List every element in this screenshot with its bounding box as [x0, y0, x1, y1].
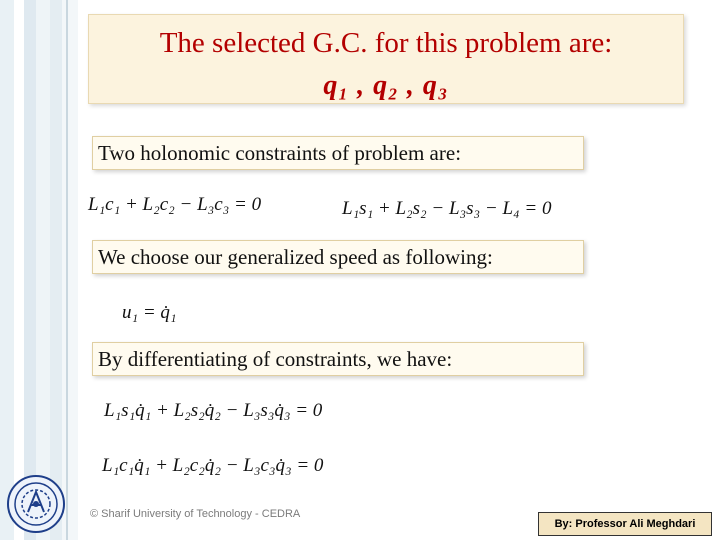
left-decorative-stripes: [0, 0, 78, 540]
slide-title: The selected G.C. for this problem are:: [159, 27, 613, 59]
generalized-coordinates: q₁ , q₂ , q₃: [323, 70, 449, 101]
note-constraints: Two holonomic constraints of problem are:: [92, 136, 584, 170]
title-box: [88, 14, 684, 104]
constraint-equation-2: L₁s₁ + L₂s₂ − L₃s₃ − L₄ = 0: [342, 198, 552, 219]
copyright-text: © Sharif University of Technology - CEDRA: [90, 508, 301, 520]
note-differentiating: By differentiating of constraints, we have:: [92, 342, 584, 376]
author-badge: By: Professor Ali Meghdari: [538, 512, 712, 536]
derivative-equation-1: L₁s₁q̇₁ + L₂s₂q̇₂ − L₃s₃q̇₃ = 0: [104, 400, 323, 421]
note-generalized-speed: We choose our generalized speed as following:: [92, 240, 584, 274]
derivative-equation-2: L₁c₁q̇₁ + L₂c₂q̇₂ − L₃c₃q̇₃ = 0: [102, 455, 324, 476]
speed-equation: u₁ = q̇₁: [122, 302, 177, 323]
university-logo: [6, 474, 66, 534]
constraint-equation-1: L₁c₁ + L₂c₂ − L₃c₃ = 0: [88, 194, 262, 215]
